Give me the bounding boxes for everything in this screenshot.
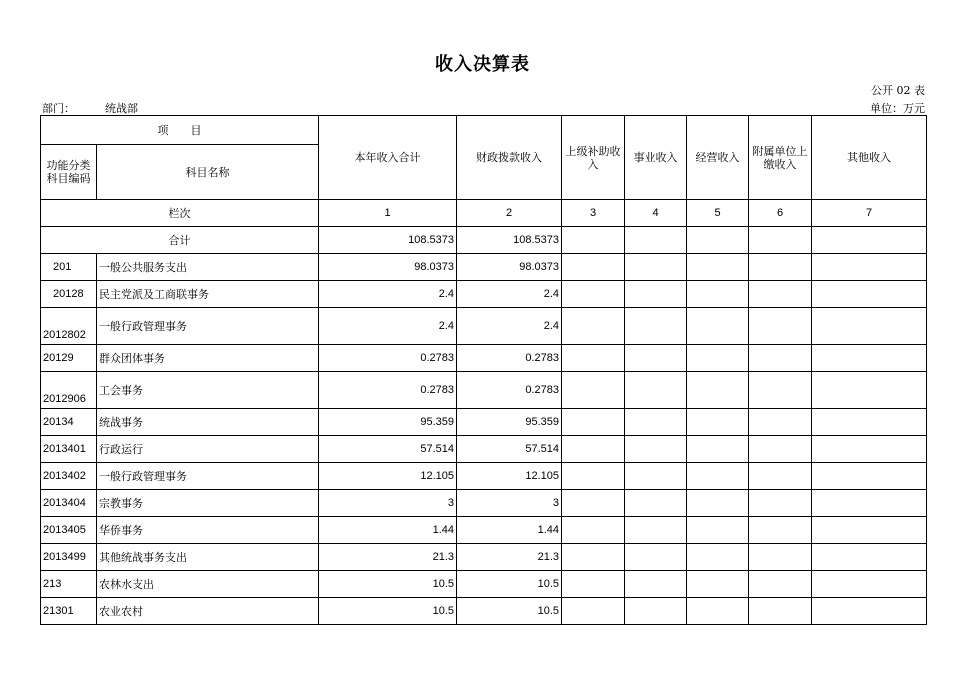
row-name: 一般行政管理事务 [97,308,319,345]
row-code: 2013405 [41,517,97,544]
row-fiscal-income: 2.4 [457,281,562,308]
row-name: 统战事务 [97,409,319,436]
column-number: 1 [319,200,457,227]
row-fiscal-income: 57.514 [457,436,562,463]
row-code: 2013401 [41,436,97,463]
row-name: 行政运行 [97,436,319,463]
row-total-income: 0.2783 [319,345,457,372]
row-name: 宗教事务 [97,490,319,517]
total-income-value: 108.5373 [319,227,457,254]
table-row [41,345,927,372]
row-total-income: 2.4 [319,308,457,345]
header-fiscal-income: 财政拨款收入 [457,116,562,200]
row-total-income: 10.5 [319,598,457,625]
row-fiscal-income: 0.2783 [457,345,562,372]
row-name: 群众团体事务 [97,345,319,372]
row-code: 2013402 [41,463,97,490]
table-row [41,436,927,463]
row-fiscal-income: 10.5 [457,598,562,625]
row-fiscal-income: 98.0373 [457,254,562,281]
row-code: 21301 [41,598,97,625]
total-fiscal-value: 108.5373 [457,227,562,254]
header-superior-subsidy: 上级补助收入 [562,116,625,200]
row-fiscal-income: 10.5 [457,571,562,598]
row-fiscal-income: 1.44 [457,517,562,544]
row-name: 一般行政管理事务 [97,463,319,490]
header-other-income: 其他收入 [812,116,927,200]
row-total-income: 2.4 [319,281,457,308]
row-name: 一般公共服务支出 [97,254,319,281]
row-name: 华侨事务 [97,517,319,544]
column-number: 2 [457,200,562,227]
row-code: 20134 [41,409,97,436]
table-row [41,463,927,490]
row-code: 2013404 [41,490,97,517]
table-row [41,372,927,409]
column-number: 5 [687,200,749,227]
row-code: 2012906 [41,372,97,409]
header-func-code: 功能分类科目编码 [41,145,97,200]
unit-label: 单位：万元 [870,102,925,115]
row-total-income: 57.514 [319,436,457,463]
row-fiscal-income: 12.105 [457,463,562,490]
form-number: 公开 02 表 [871,84,925,97]
row-total-income: 1.44 [319,517,457,544]
total-label: 合计 [41,227,319,254]
row-fiscal-income: 0.2783 [457,372,562,409]
row-code: 2013499 [41,544,97,571]
header-affiliate-income: 附属单位上缴收入 [749,116,812,200]
row-fiscal-income: 2.4 [457,308,562,345]
table-row [41,281,927,308]
table-row [41,571,927,598]
row-total-income: 98.0373 [319,254,457,281]
table-row [41,308,927,345]
column-number: 7 [812,200,927,227]
column-number-row [41,200,927,227]
page-title: 收入决算表 [435,54,530,75]
header-item: 项 目 [41,116,319,145]
department-value: 统战部 [105,102,138,115]
total-row [41,227,927,254]
table-row [41,517,927,544]
department-line [42,100,138,116]
table-row [41,254,927,281]
header-subject-name: 科目名称 [97,145,319,200]
header-operating-income: 经营收入 [687,116,749,200]
row-total-income: 95.359 [319,409,457,436]
income-table [40,115,927,625]
row-name: 农业农村 [97,598,319,625]
column-number: 6 [749,200,812,227]
column-number: 4 [625,200,687,227]
row-code: 20128 [41,281,97,308]
row-name: 农林水支出 [97,571,319,598]
row-total-income: 3 [319,490,457,517]
row-fiscal-income: 95.359 [457,409,562,436]
row-total-income: 0.2783 [319,372,457,409]
row-fiscal-income: 3 [457,490,562,517]
header-total-income: 本年收入合计 [319,116,457,200]
header-row-1 [41,116,927,145]
row-name: 其他统战事务支出 [97,544,319,571]
row-name: 工会事务 [97,372,319,409]
row-code: 213 [41,571,97,598]
column-number-label: 栏次 [41,200,319,227]
table-row [41,544,927,571]
row-code: 201 [41,254,97,281]
row-fiscal-income: 21.3 [457,544,562,571]
row-name: 民主党派及工商联事务 [97,281,319,308]
department-label: 部门： [42,102,75,115]
row-total-income: 21.3 [319,544,457,571]
row-total-income: 10.5 [319,571,457,598]
row-code: 2012802 [41,308,97,345]
table-row [41,490,927,517]
header-business-income: 事业收入 [625,116,687,200]
row-total-income: 12.105 [319,463,457,490]
column-number: 3 [562,200,625,227]
table-row [41,598,927,625]
row-code: 20129 [41,345,97,372]
table-row [41,409,927,436]
